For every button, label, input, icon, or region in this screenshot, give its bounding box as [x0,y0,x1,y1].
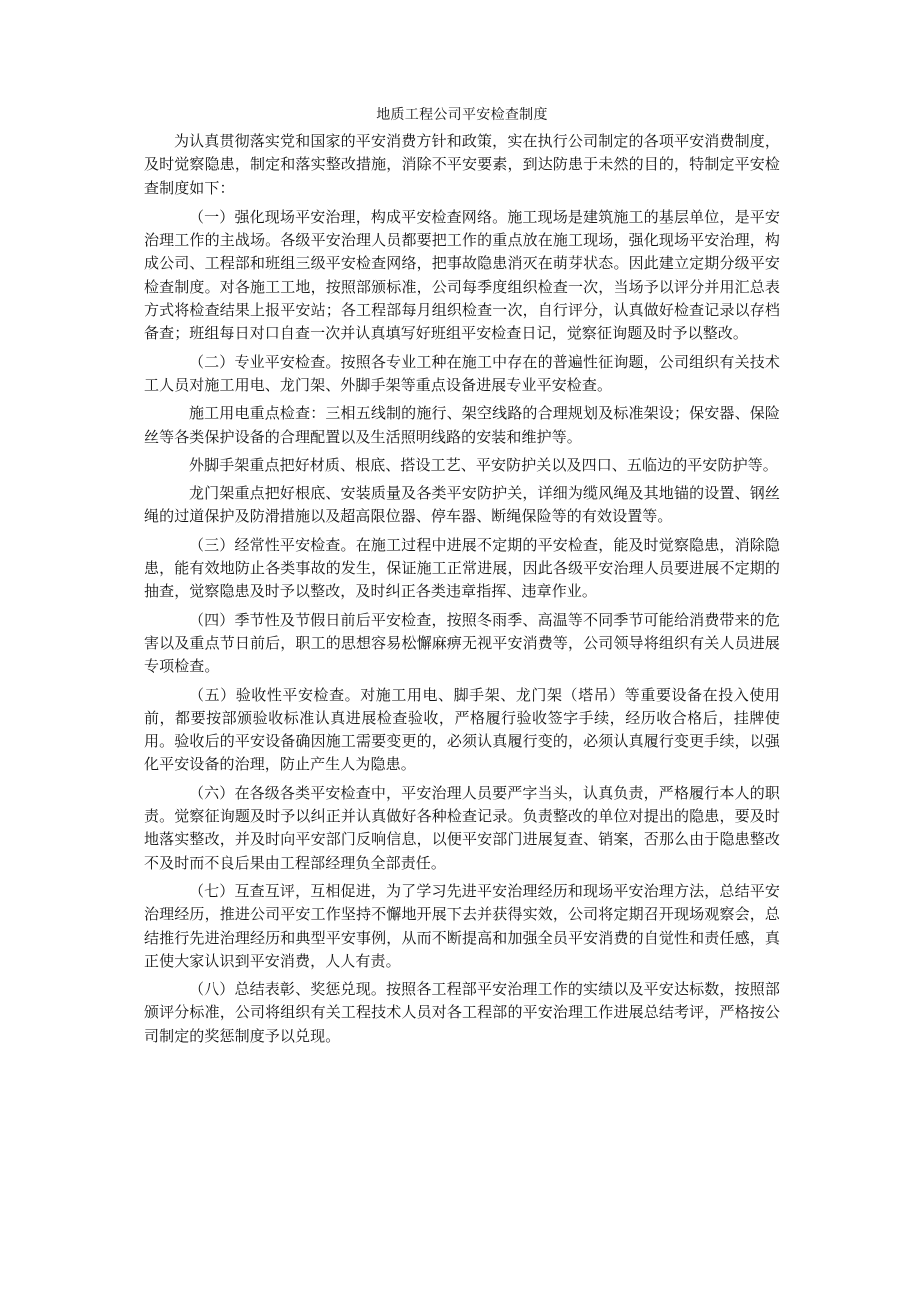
section-5-paragraph: （五）验收性平安检查。对施工用电、脚手架、龙门架（塔吊）等重要设备在投入使用前，都要按部颁验收标准认真进展检查验收，严格履行验收签字手续，经历收合格后，挂牌使用。验收后的平安设备确因施工需要变更的，必须认真履行变的，必须认真履行变更手续，以强化平安设备的治理，防止产生人为隐患。 [144,685,780,774]
gantry-check-paragraph: 龙门架重点把好根底、安装质量及各类平安防护关，详细为缆风绳及其地锚的设置、钢丝绳的过道保护及防滑措施以及超高限位器、停车器、断绳保险等的有效设置等。 [144,484,780,526]
section-1-paragraph: （一）强化现场平安治理，构成平安检查网络。施工现场是建筑施工的基层单位，是平安治理工作的主战场。各级平安治理人员都要把工作的重点放在施工现场，强化现场平安治理，构成公司、工程部和班组三级平安检查网络，把事故隐患消灭在萌芽状态。因此建立定期分级平安检查制度。对各施工工地，按照部颁标准，公司每季度组织检查一次，当场予以评分并用汇总表方式将检查结果上报平安站；各工程部每月组织检查一次，自行评分，认真做好检查记录以存档备查；班组每日对口自查一次并认真填写好班组平安检查日记，觉察征询题及时予以整改。 [144,207,780,343]
document-page [144,104,780,1053]
document-title: 地质工程公司平安检查制度 [376,107,548,123]
section-2-paragraph: （二）专业平安检查。按照各专业工种在施工中存在的普遍性征询题，公司组织有关技术工人员对施工用电、龙门架、外脚手架等重点设备进展专业平安检查。 [144,352,780,394]
section-7-paragraph: （七）互查互评，互相促进，为了学习先进平安治理经历和现场平安治理方法，总结平安治理经历，推进公司平安工作坚持不懈地开展下去并获得实效，公司将定期召开现场观察会，总结推行先进治理经历和典型平安事例，从而不断提高和加强全员平安消费的自觉性和责任感，真正使大家认识到平安消费，人人有责。 [144,881,780,970]
section-3-paragraph: （三）经常性平安检查。在施工过程中进展不定期的平安检查，能及时觉察隐患，消除隐患，能有效地防止各类事故的发生，保证施工正常进展，因此各级平安治理人员要进展不定期的抽查，觉察隐患及时予以整改，及时纠正各类违章指挥、违章作业。 [144,535,780,601]
section-8-paragraph: （八）总结表彰、奖惩兑现。按照各工程部平安治理工作的实绩以及平安达标数，按照部颁评分标准，公司将组织有关工程技术人员对各工程部的平安治理工作进展总结考评，严格按公司制定的奖惩制度予以兑现。 [144,980,780,1045]
section-4-paragraph: （四）季节性及节假日前后平安检查，按照冬雨季、高温等不同季节可能给消费带来的危害以及重点节日前后，职工的思想容易松懈麻痹无视平安消费等，公司领导将组织有关人员进展专项检查。 [144,610,780,676]
scaffold-check-paragraph: 外脚手架重点把好材质、根底、搭设工艺、平安防护关以及四口、五临边的平安防护等。 [189,455,778,474]
section-6-paragraph: （六）在各级各类平安检查中，平安治理人员要严字当头，认真负责，严格履行本人的职责。觉察征询题及时予以纠正并认真做好各种检查记录。负责整改的单位对提出的隐患，要及时地落实整改，并及时向平安部门反响信息，以便平安部门进展复查、销案，否那么由于隐患整改不及时而不良后果由工程部经理负全部责任。 [144,783,780,872]
electric-check-paragraph: 施工用电重点检查：三相五线制的施行、架空线路的合理规划及标准架设；保安器、保险丝等各类保护设备的合理配置以及生活照明线路的安装和维护等。 [144,404,780,446]
intro-paragraph: 为认真贯彻落实党和国家的平安消费方针和政策，实在执行公司制定的各项平安消费制度，及时觉察隐患，制定和落实整改措施，消除不平安要素，到达防患于未然的目的，特制定平安检查制度如下： [144,132,780,197]
